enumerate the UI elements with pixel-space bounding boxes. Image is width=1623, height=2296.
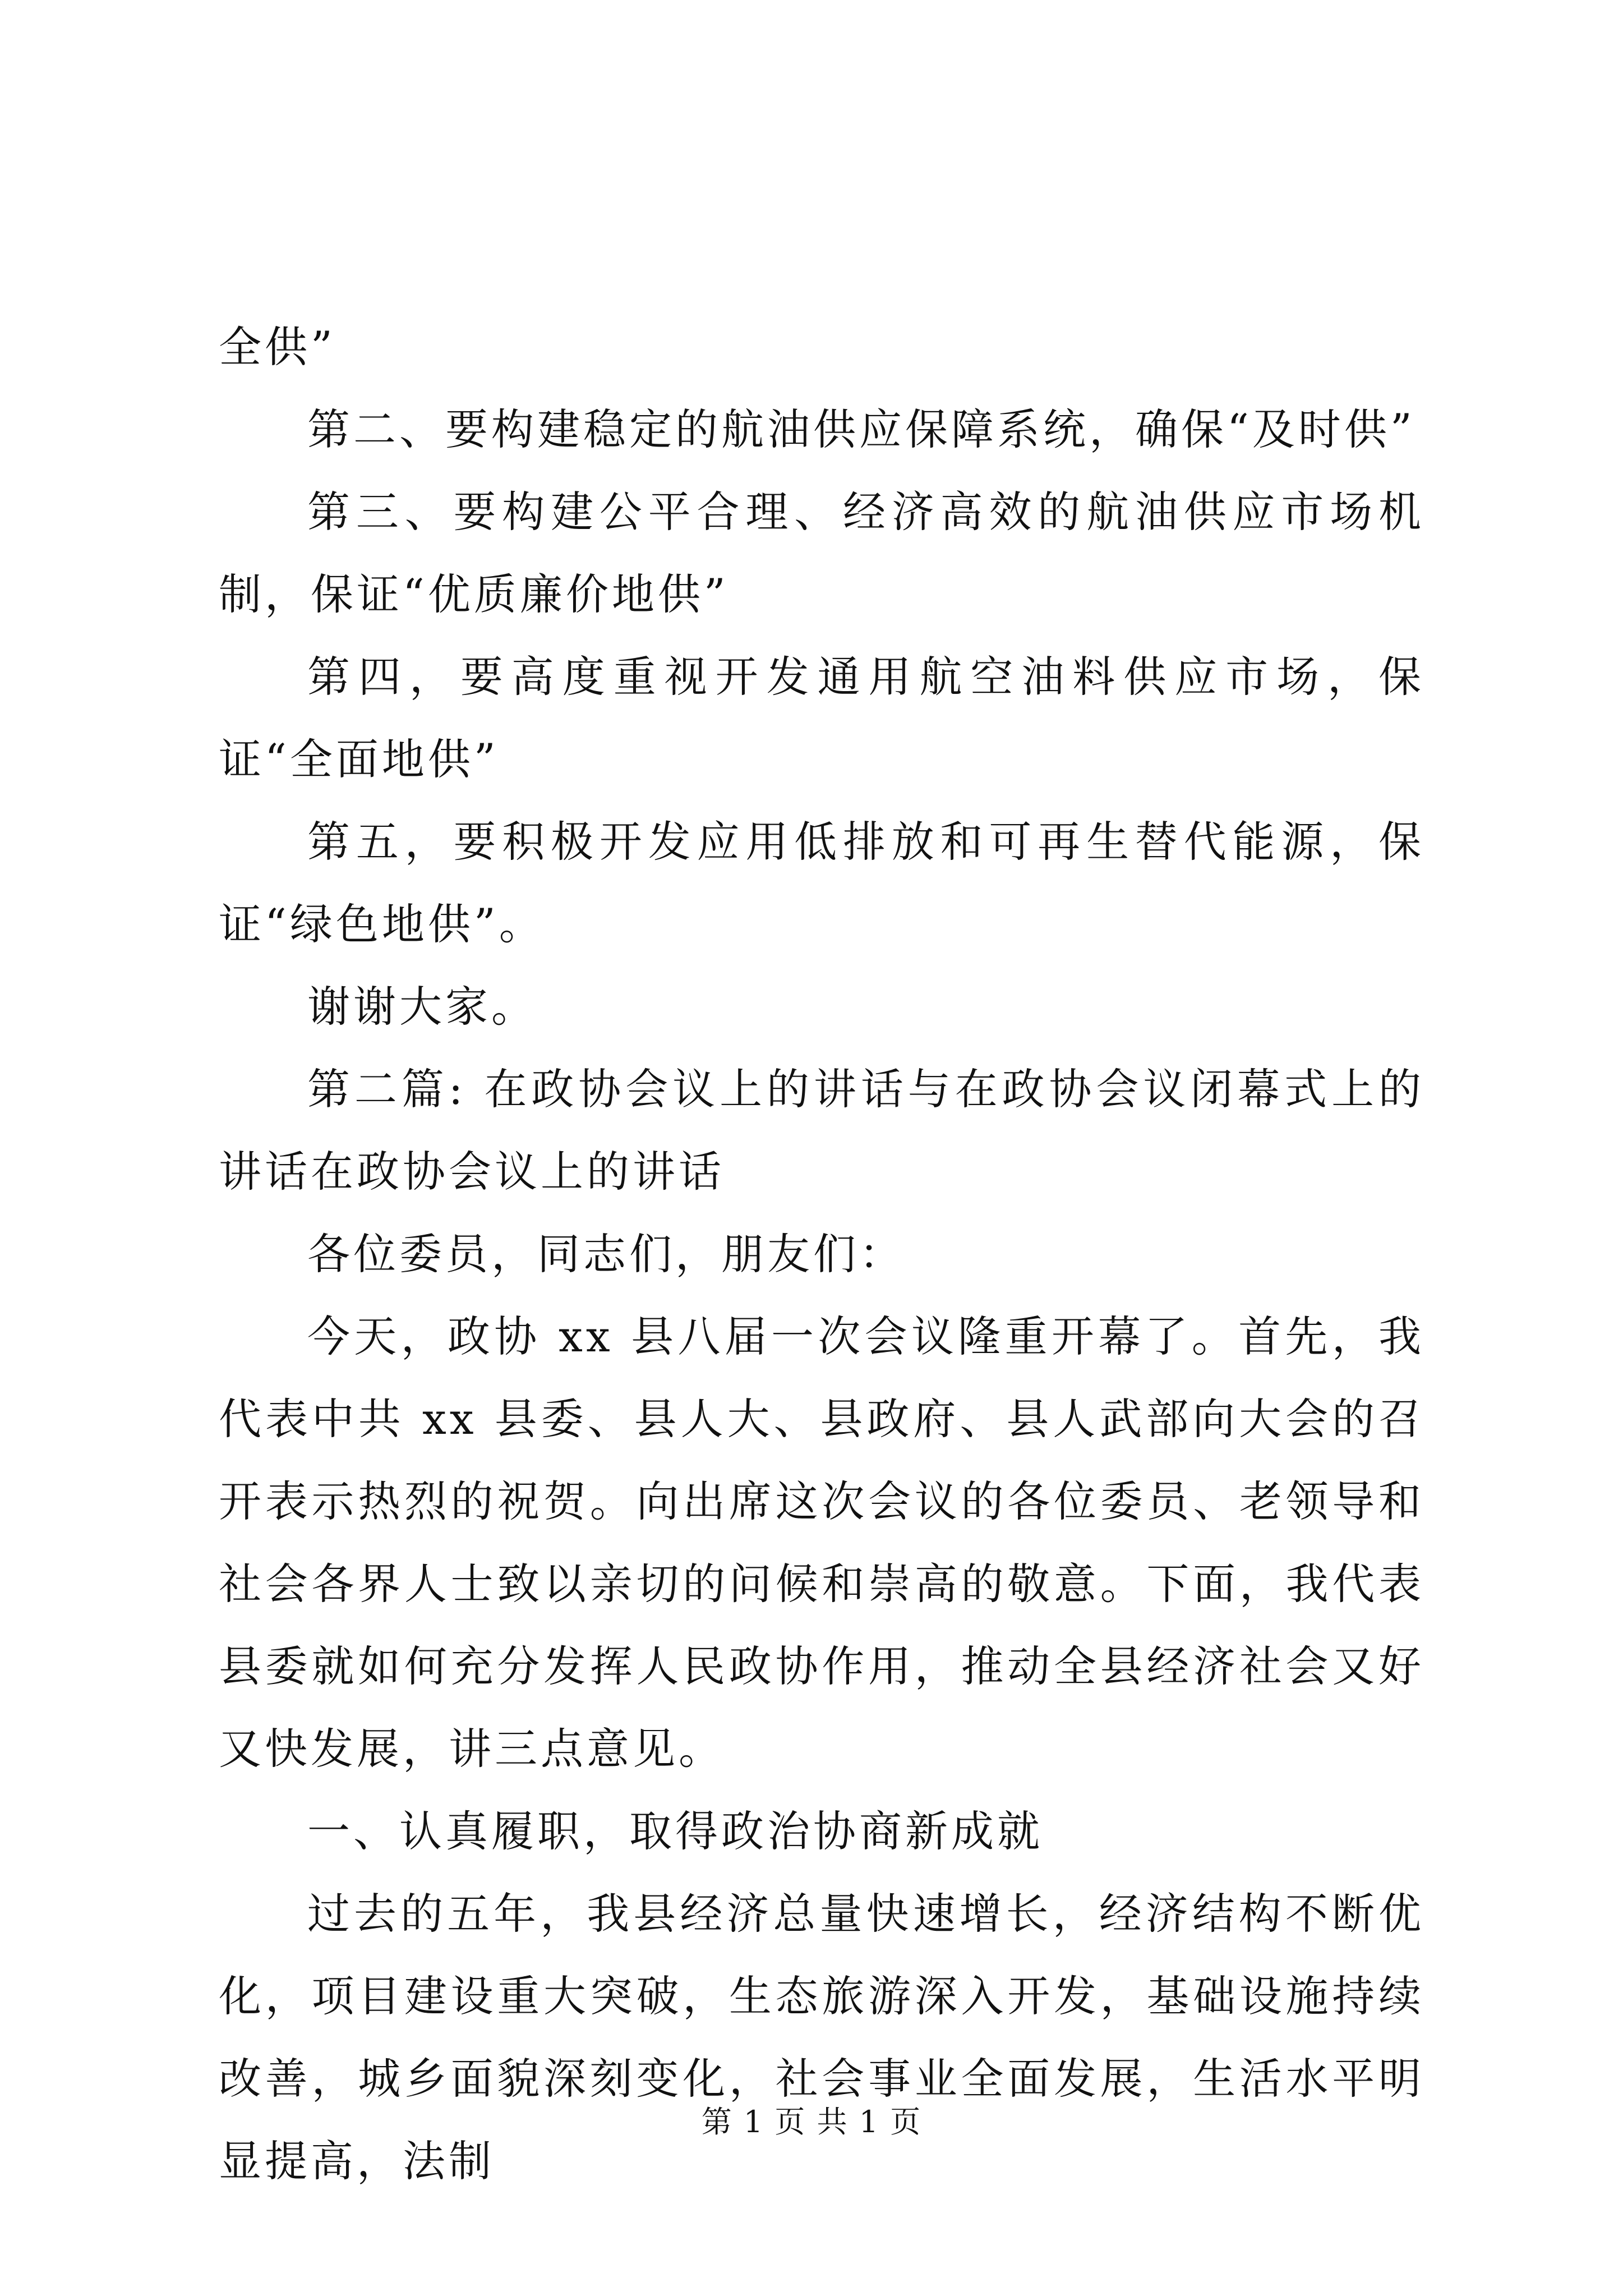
document-body [219, 306, 1424, 2202]
paragraph-5: 第五，要积极开发应用低排放和可再生替代能源，保证“绿色地供”。 [219, 817, 1424, 949]
paragraph-2: 第二、要构建稳定的航油供应保障系统，确保“及时供” [307, 404, 1415, 454]
paragraph-3: 第三、要构建公平合理、经济高效的航油供应市场机制，保证“优质廉价地供” [219, 487, 1424, 619]
paragraph-9: 今天，政协 xx 县八届一次会议隆重开幕了。首先，我代表中共 xx 县委、县人大、县政府、县人武部向大会的召开表示热烈的祝贺。向出席这次会议的各位委员、老领导和社会各界人士致以亲切的问候和崇高的敬意。下面，我代表县委就如何充分发挥人民政协作用，推动全县经济社会又好又快发展，讲三点意见。 [219, 1312, 1424, 1774]
paragraph-1: 全供” [219, 322, 336, 372]
page-footer: 第 1 页 共 1 页 [701, 2104, 922, 2139]
paragraph-6: 谢谢大家。 [307, 982, 537, 1032]
paragraph-10: 一、认真履职，取得政治协商新成就 [307, 1806, 1043, 1856]
paragraph-11: 过去的五年，我县经济总量快速增长，经济结构不断优化，项目建设重大突破，生态旅游深入开发，基础设施持续改善，城乡面貌深刻变化，社会事业全面发展，生活水平明显提高，法制 [219, 1889, 1424, 2186]
paragraph-4: 第四，要高度重视开发通用航空油料供应市场，保证“全面地供” [219, 652, 1424, 784]
paragraph-8: 各位委员，同志们，朋友们： [307, 1229, 905, 1279]
paragraph-7: 第二篇: 在政协会议上的讲话与在政协会议闭幕式上的讲话在政协会议上的讲话 [219, 1064, 1424, 1197]
